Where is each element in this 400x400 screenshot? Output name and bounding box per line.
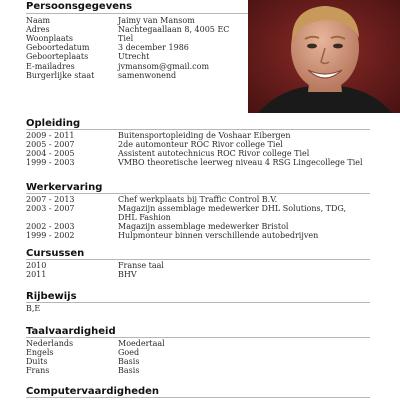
section-rule: [26, 129, 370, 130]
experience-period: 1999 - 2002: [26, 231, 75, 240]
language-name: Frans: [26, 366, 50, 375]
personal-label: Geboorteplaats: [26, 52, 89, 61]
language-level: Basis: [118, 357, 140, 366]
experience-text: DHL Fashion: [118, 213, 171, 222]
personal-value: 3 december 1986: [118, 43, 189, 52]
experience-text: Magazijn assemblage medewerker Bristol: [118, 222, 289, 231]
language-name: Nederlands: [26, 339, 74, 348]
course-year: 2010: [26, 261, 47, 270]
section-rule: [26, 302, 370, 303]
education-text: VMBO theoretische leerweg niveau 4 RSG Lingecollege Tiel: [118, 158, 363, 167]
personal-value email-link[interactable]: jvmansom@gmail.com: [118, 62, 210, 71]
license-value: B,E: [26, 304, 41, 313]
education-period: 2009 - 2011: [26, 131, 75, 140]
portrait-image: [248, 0, 400, 113]
personal-value: samenwonend: [118, 71, 177, 80]
section-title-personal: Persoonsgegevens: [26, 1, 133, 12]
personal-value: Jaimy van Mansom: [118, 16, 195, 25]
section-rule: [26, 397, 370, 398]
education-text: 2de automonteur ROC Rivor college Tiel: [118, 140, 283, 149]
education-text: Assistent autotechnicus ROC Rivor college Tiel: [118, 149, 310, 158]
course-year: 2011: [26, 270, 47, 279]
section-title-experience: Werkervaring: [26, 182, 103, 193]
section-title-languages: Taalvaardigheid: [26, 326, 116, 337]
section-rule: [26, 337, 370, 338]
experience-period: 2003 - 2007: [26, 204, 75, 213]
personal-label: Geboortedatum: [26, 43, 90, 52]
language-name: Engels: [26, 348, 54, 357]
personal-label: Adres: [26, 25, 50, 34]
personal-label: E-mailadres: [26, 62, 75, 71]
experience-text: Magazijn assemblage medewerker DHL Solutions, TDG,: [118, 204, 347, 213]
language-name: Duits: [26, 357, 48, 366]
personal-label: Naam: [26, 16, 51, 25]
profile-photo: [248, 0, 400, 113]
personal-value: Utrecht: [118, 52, 150, 61]
education-period: 1999 - 2003: [26, 158, 75, 167]
course-text: BHV: [118, 270, 137, 279]
language-level: Moedertaal: [118, 339, 165, 348]
language-level: Basis: [118, 366, 140, 375]
course-text: Franse taal: [118, 261, 164, 270]
personal-value: Nachtegaallaan 8, 4005 EC: [118, 25, 230, 34]
personal-label: Woonplaats: [26, 34, 74, 43]
personal-value: Tiel: [118, 34, 134, 43]
personal-label: Burgerlijke staat: [26, 71, 95, 80]
language-level: Goed: [118, 348, 140, 357]
education-text: Buitensportopleiding de Voshaar Eibergen: [118, 131, 291, 140]
experience-period: 2007 - 2013: [26, 195, 75, 204]
experience-text: Chef werkplaats bij Traffic Control B.V.: [118, 195, 278, 204]
section-rule: [26, 193, 370, 194]
experience-period: 2002 - 2003: [26, 222, 75, 231]
section-title-computer: Computervaardigheden: [26, 386, 160, 397]
education-period: 2005 - 2007: [26, 140, 75, 149]
education-period: 2004 - 2005: [26, 149, 75, 158]
section-title-courses: Cursussen: [26, 248, 85, 259]
section-rule: [26, 259, 370, 260]
experience-text: Hulpmonteur binnen verschillende autobedrijven: [118, 231, 319, 240]
section-title-education: Opleiding: [26, 118, 81, 129]
section-title-license: Rijbewijs: [26, 291, 77, 302]
